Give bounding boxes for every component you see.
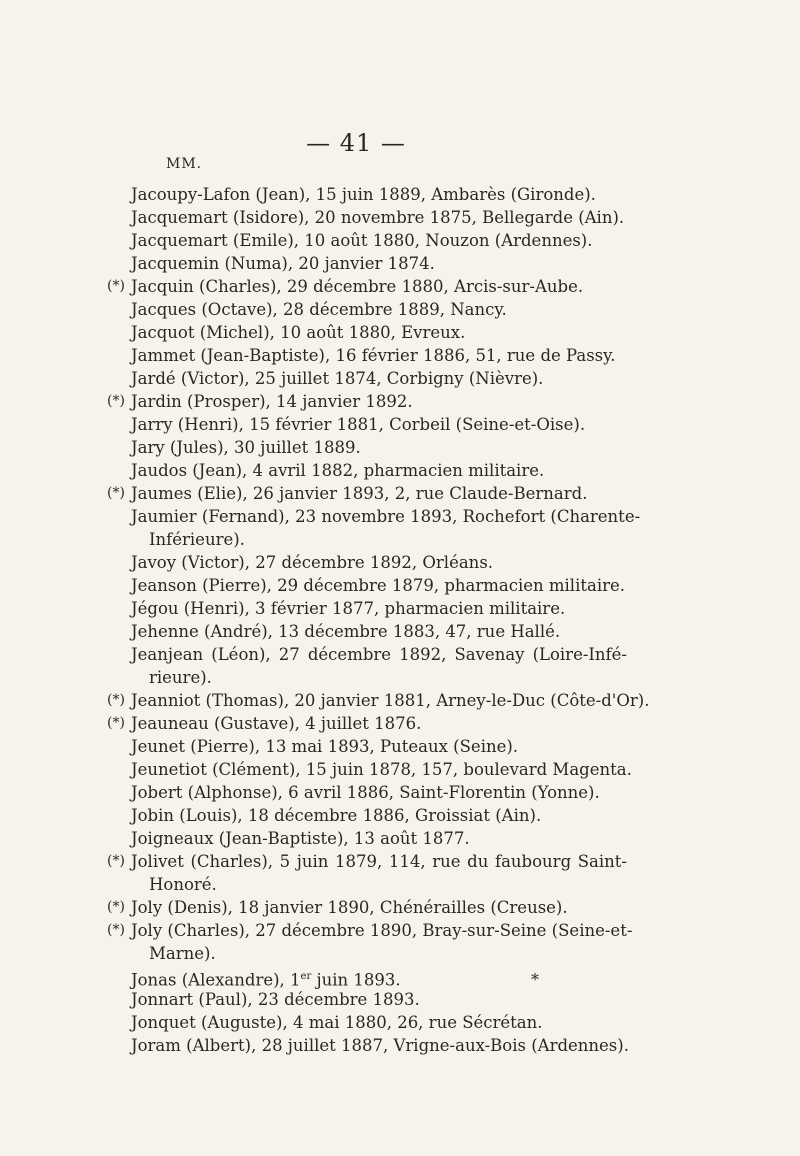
entry-continuation: rieure).	[149, 668, 212, 687]
asterisk-mark: (*)	[107, 692, 125, 708]
list-item	[107, 804, 627, 827]
entry-text: Jeauneau (Gustave), 4 juillet 1876.	[131, 714, 422, 733]
list-item	[107, 643, 627, 689]
entry-text: Jeanjean (Léon), 27 décembre 1892, Savenay (Loire-Infé-	[131, 645, 627, 664]
entry-text: Joly (Charles), 27 décembre 1890, Bray-sur-Seine (Seine-et-	[131, 921, 633, 940]
entry-text: Jardé (Victor), 25 juillet 1874, Corbigny (Nièvre).	[131, 369, 544, 388]
entry-list	[107, 183, 650, 1057]
entry-text: Javoy (Victor), 27 décembre 1892, Orléans.	[131, 553, 494, 572]
section-heading: MM.	[166, 156, 203, 172]
entry-text: Jary (Jules), 30 juillet 1889.	[131, 438, 361, 457]
asterisk-mark: (*)	[107, 393, 125, 409]
entry-text: Joly (Denis), 18 janvier 1890, Chénérailles (Creuse).	[131, 898, 568, 917]
entry-text: Jeanson (Pierre), 29 décembre 1879, pharmacien militaire.	[131, 576, 625, 595]
entry-text: Joram (Albert), 28 juillet 1887, Vrigne-aux-Bois (Ardennes).	[131, 1036, 629, 1055]
list-item	[107, 206, 627, 229]
entry-text: Jeunetiot (Clément), 15 juin 1878, 157, boulevard Magenta.	[131, 760, 632, 779]
entry-text: Jaumier (Fernand), 23 novembre 1893, Rochefort (Charente-	[131, 507, 641, 526]
list-item	[107, 689, 650, 712]
asterisk-mark: (*)	[107, 853, 125, 869]
entry-text: Jammet (Jean-Baptiste), 16 février 1886, 51, rue de Passy.	[131, 346, 616, 365]
list-item	[107, 413, 627, 436]
list-item	[107, 735, 627, 758]
list-item	[107, 390, 627, 413]
list-item	[107, 965, 627, 988]
entry-text: Jacquemart (Emile), 10 août 1880, Nouzon (Ardennes).	[131, 231, 593, 250]
entry-text: Jobin (Louis), 18 décembre 1886, Groissiat (Ain).	[131, 806, 542, 825]
list-item	[107, 183, 627, 206]
list-item	[107, 850, 627, 896]
list-item	[107, 827, 627, 850]
list-item	[107, 436, 627, 459]
list-item	[107, 482, 627, 505]
list-item	[107, 344, 627, 367]
list-item	[107, 758, 632, 781]
entry-text: Jacquot (Michel), 10 août 1880, Evreux.	[131, 323, 466, 342]
list-item	[107, 321, 627, 344]
asterisk-mark: (*)	[107, 278, 125, 294]
list-item	[107, 988, 627, 1011]
list-item	[107, 919, 633, 965]
list-item	[107, 275, 627, 298]
list-item	[107, 712, 627, 735]
list-item	[107, 229, 627, 252]
entry-text: Jardin (Prosper), 14 janvier 1892.	[131, 392, 413, 411]
list-item	[107, 298, 627, 321]
entry-text: Jacques (Octave), 28 décembre 1889, Nancy.	[131, 300, 507, 319]
entry-text: Jaumes (Elie), 26 janvier 1893, 2, rue Claude-Bernard.	[131, 484, 588, 503]
list-item	[107, 505, 641, 551]
list-item	[107, 896, 627, 919]
entry-text: Jonnart (Paul), 23 décembre 1893.	[131, 990, 420, 1009]
entry-continuation: Inférieure).	[149, 530, 245, 549]
list-item	[107, 551, 627, 574]
list-item	[107, 597, 627, 620]
list-item	[107, 574, 627, 597]
page-number: — 41 —	[306, 129, 406, 157]
entry-text: Jégou (Henri), 3 février 1877, pharmacien militaire.	[131, 599, 566, 618]
asterisk-mark: (*)	[107, 922, 125, 938]
list-item	[107, 1011, 627, 1034]
entry-text: Jonas (Alexandre), 1er juin 1893.	[131, 970, 401, 990]
list-item	[107, 459, 627, 482]
list-item	[107, 1034, 627, 1057]
entry-continuation: Honoré.	[149, 875, 217, 894]
entry-text: Jehenne (André), 13 décembre 1883, 47, rue Hallé.	[131, 622, 561, 641]
entry-text: Jeunet (Pierre), 13 mai 1893, Puteaux (Seine).	[131, 737, 519, 756]
list-item	[107, 620, 627, 643]
list-item	[107, 252, 627, 275]
entry-text: Jaudos (Jean), 4 avril 1882, pharmacien militaire.	[131, 461, 545, 480]
entry-text: Jacquin (Charles), 29 décembre 1880, Arcis-sur-Aube.	[131, 277, 584, 296]
entry-text: Jeanniot (Thomas), 20 janvier 1881, Arney-le-Duc (Côte-d'Or).	[131, 691, 650, 710]
list-item	[107, 367, 627, 390]
entry-text: Jacquemart (Isidore), 20 novembre 1875, Bellegarde (Ain).	[131, 208, 625, 227]
list-item	[107, 781, 627, 804]
asterisk-mark: (*)	[107, 485, 125, 501]
entry-text: Jacoupy-Lafon (Jean), 15 juin 1889, Ambarès (Gironde).	[131, 185, 596, 204]
entry-text: Jobert (Alphonse), 6 avril 1886, Saint-Florentin (Yonne).	[131, 783, 600, 802]
end-asterisk: *	[531, 970, 539, 989]
entry-text: Jonquet (Auguste), 4 mai 1880, 26, rue Sécrétan.	[131, 1013, 543, 1032]
entry-text: Joigneaux (Jean-Baptiste), 13 août 1877.	[131, 829, 470, 848]
asterisk-mark: (*)	[107, 715, 125, 731]
asterisk-mark: (*)	[107, 899, 125, 915]
entry-text: Jolivet (Charles), 5 juin 1879, 114, rue du faubourg Saint-	[131, 852, 627, 871]
entry-text: Jarry (Henri), 15 février 1881, Corbeil (Seine-et-Oise).	[131, 415, 586, 434]
entry-continuation: Marne).	[149, 944, 216, 963]
entry-text: Jacquemin (Numa), 20 janvier 1874.	[131, 254, 435, 273]
